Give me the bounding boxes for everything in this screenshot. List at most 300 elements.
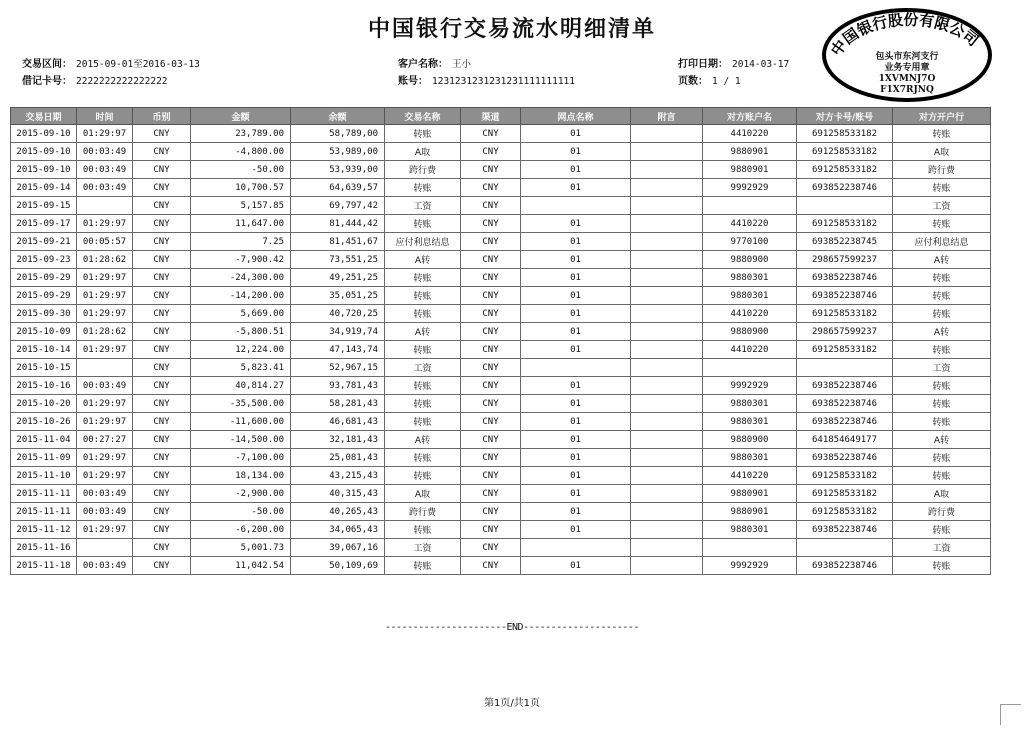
table-cell	[631, 521, 703, 539]
table-cell: 01	[521, 215, 631, 233]
table-cell: 转账	[385, 305, 461, 323]
column-header: 附言	[631, 108, 703, 125]
table-cell: 35,051,25	[291, 287, 385, 305]
table-cell: CNY	[461, 521, 521, 539]
table-cell	[703, 359, 797, 377]
seal-line-2: 业务专用章	[884, 63, 930, 73]
period-value: 2015-09-01至2016-03-13	[76, 59, 200, 70]
column-header: 对方开户行	[893, 108, 991, 125]
table-cell: 34,919,74	[291, 323, 385, 341]
table-cell: 691258533182	[797, 467, 893, 485]
table-row	[11, 359, 991, 377]
table-cell	[631, 143, 703, 161]
table-cell	[631, 233, 703, 251]
table-cell: 01:29:97	[77, 341, 133, 359]
table-cell	[631, 431, 703, 449]
table-cell: 01:29:97	[77, 395, 133, 413]
table-cell: CNY	[133, 503, 191, 521]
customer-value: 王小	[452, 59, 472, 70]
table-row	[11, 521, 991, 539]
table-cell: 9992929	[703, 179, 797, 197]
table-cell: 40,720,25	[291, 305, 385, 323]
table-cell: CNY	[461, 467, 521, 485]
table-cell: 转账	[893, 467, 991, 485]
table-cell	[631, 449, 703, 467]
table-cell: 2015-10-26	[11, 413, 77, 431]
table-cell: CNY	[461, 503, 521, 521]
table-cell	[631, 161, 703, 179]
table-cell: 01:28:62	[77, 323, 133, 341]
column-header: 对方卡号/账号	[797, 108, 893, 125]
table-cell: 43,215,43	[291, 467, 385, 485]
table-cell: A转	[893, 251, 991, 269]
seal-arc-text: 中国银行股份有限公司	[827, 10, 983, 60]
table-cell: A转	[385, 323, 461, 341]
table-cell: 01	[521, 431, 631, 449]
table-cell: CNY	[461, 233, 521, 251]
table-cell: 64,639,57	[291, 179, 385, 197]
table-cell: 应付利息结息	[893, 233, 991, 251]
table-cell: -14,500.00	[191, 431, 291, 449]
table-cell: 2015-09-29	[11, 287, 77, 305]
table-cell: 01	[521, 341, 631, 359]
table-cell: 691258533182	[797, 485, 893, 503]
table-cell: 转账	[893, 413, 991, 431]
table-cell: 01	[521, 251, 631, 269]
column-header: 金额	[191, 108, 291, 125]
table-row	[11, 341, 991, 359]
table-cell: CNY	[461, 305, 521, 323]
table-cell: 693852238746	[797, 521, 893, 539]
table-cell: CNY	[461, 431, 521, 449]
table-cell: 10,700.57	[191, 179, 291, 197]
print-date-row	[678, 55, 789, 70]
table-cell: 2015-09-10	[11, 125, 77, 143]
table-cell: 53,939,00	[291, 161, 385, 179]
table-cell	[797, 359, 893, 377]
table-row	[11, 503, 991, 521]
table-cell: 32,181,43	[291, 431, 385, 449]
table-row	[11, 233, 991, 251]
table-cell: 9880900	[703, 323, 797, 341]
table-cell: 00:03:49	[77, 503, 133, 521]
table-cell: -11,600.00	[191, 413, 291, 431]
page-count-label: 页数：	[678, 76, 708, 87]
table-cell: CNY	[133, 359, 191, 377]
table-cell: CNY	[461, 251, 521, 269]
table-cell: 693852238746	[797, 377, 893, 395]
table-cell: 转账	[385, 557, 461, 575]
table-cell: CNY	[133, 179, 191, 197]
table-cell: 2015-09-17	[11, 215, 77, 233]
table-cell	[631, 395, 703, 413]
column-header: 交易名称	[385, 108, 461, 125]
table-cell: 691258533182	[797, 341, 893, 359]
table-cell: -35,500.00	[191, 395, 291, 413]
table-cell: 2015-09-10	[11, 143, 77, 161]
table-cell: 工资	[385, 539, 461, 557]
table-cell: 工资	[385, 359, 461, 377]
table-cell	[521, 197, 631, 215]
table-cell: 693852238746	[797, 449, 893, 467]
table-cell: 转账	[893, 395, 991, 413]
table-cell: CNY	[133, 197, 191, 215]
account-value: 1231231231231231111111111	[432, 76, 575, 87]
table-cell	[631, 467, 703, 485]
table-cell: 工资	[893, 197, 991, 215]
table-cell: 转账	[385, 341, 461, 359]
table-cell: CNY	[133, 305, 191, 323]
table-cell: 40,265,43	[291, 503, 385, 521]
table-cell: CNY	[461, 125, 521, 143]
table-cell: 298657599237	[797, 323, 893, 341]
table-cell: 9880301	[703, 413, 797, 431]
table-cell: 01:29:97	[77, 215, 133, 233]
table-cell: 9880901	[703, 503, 797, 521]
table-cell	[631, 215, 703, 233]
table-row	[11, 485, 991, 503]
table-cell: CNY	[461, 161, 521, 179]
table-cell: 00:03:49	[77, 161, 133, 179]
table-cell: 7.25	[191, 233, 291, 251]
table-cell: 9880900	[703, 431, 797, 449]
table-cell: CNY	[133, 449, 191, 467]
table-cell	[631, 503, 703, 521]
print-date-value: 2014-03-17	[732, 59, 790, 70]
table-cell: 691258533182	[797, 503, 893, 521]
table-cell	[703, 197, 797, 215]
table-cell: -4,800.00	[191, 143, 291, 161]
table-cell	[631, 323, 703, 341]
account-label: 账号：	[398, 76, 428, 87]
table-cell: 转账	[893, 377, 991, 395]
table-cell: 2015-11-09	[11, 449, 77, 467]
card-row	[22, 72, 168, 87]
table-cell: 转账	[893, 521, 991, 539]
table-cell: 34,065,43	[291, 521, 385, 539]
table-cell: 81,444,42	[291, 215, 385, 233]
table-cell: -5,800.51	[191, 323, 291, 341]
table-cell: 2015-10-15	[11, 359, 77, 377]
table-row	[11, 269, 991, 287]
table-cell: 4410220	[703, 215, 797, 233]
column-header: 交易日期	[11, 108, 77, 125]
table-cell: 转账	[385, 179, 461, 197]
page-number: 第1页/共1页	[483, 698, 541, 709]
table-cell: 52,967,15	[291, 359, 385, 377]
table-cell: 18,134.00	[191, 467, 291, 485]
table-cell: 9770100	[703, 233, 797, 251]
table-cell: 4410220	[703, 305, 797, 323]
period-row	[22, 55, 200, 70]
print-date-label: 打印日期：	[678, 59, 728, 70]
table-cell: -7,100.00	[191, 449, 291, 467]
table-header-row	[11, 108, 991, 125]
table-cell	[631, 359, 703, 377]
seal-line-1: 包头市东河支行	[875, 52, 939, 62]
table-cell: 01:29:97	[77, 521, 133, 539]
bank-seal-stamp	[822, 8, 992, 102]
table-cell: 01	[521, 413, 631, 431]
table-cell: 01:29:97	[77, 413, 133, 431]
table-cell: 5,001.73	[191, 539, 291, 557]
table-cell	[631, 179, 703, 197]
table-cell	[797, 539, 893, 557]
table-cell: 转账	[893, 341, 991, 359]
table-cell: 23,789.00	[191, 125, 291, 143]
table-cell: 跨行费	[385, 161, 461, 179]
table-cell: 693852238746	[797, 395, 893, 413]
table-cell: 00:03:49	[77, 557, 133, 575]
table-cell: CNY	[461, 485, 521, 503]
table-cell: 298657599237	[797, 251, 893, 269]
table-cell: 2015-09-15	[11, 197, 77, 215]
table-row	[11, 215, 991, 233]
table-cell: 9880301	[703, 269, 797, 287]
table-cell	[77, 359, 133, 377]
table-row	[11, 125, 991, 143]
table-cell: CNY	[461, 359, 521, 377]
table-cell: CNY	[133, 125, 191, 143]
table-cell: 2015-11-10	[11, 467, 77, 485]
table-cell: 跨行费	[893, 161, 991, 179]
table-cell: 01	[521, 521, 631, 539]
table-cell: 01	[521, 305, 631, 323]
table-row	[11, 305, 991, 323]
table-cell: 01:29:97	[77, 125, 133, 143]
table-cell: 691258533182	[797, 125, 893, 143]
table-cell: 工资	[893, 539, 991, 557]
table-cell: 693852238745	[797, 233, 893, 251]
table-cell: 2015-11-12	[11, 521, 77, 539]
table-cell: 工资	[385, 197, 461, 215]
table-cell: CNY	[461, 557, 521, 575]
table-cell: 01	[521, 179, 631, 197]
seal-line-3: 1XVMNJ7O	[878, 74, 936, 84]
table-cell: CNY	[461, 197, 521, 215]
table-cell: 641854649177	[797, 431, 893, 449]
end-marker: ----------------------END---------------------	[385, 622, 639, 633]
table-cell: 4410220	[703, 125, 797, 143]
table-cell: 01:29:97	[77, 467, 133, 485]
table-cell: 01	[521, 377, 631, 395]
table-cell: 2015-11-11	[11, 503, 77, 521]
transaction-table	[10, 107, 991, 575]
table-cell: 693852238746	[797, 179, 893, 197]
table-cell: CNY	[133, 269, 191, 287]
table-cell: CNY	[461, 323, 521, 341]
table-cell: 跨行费	[893, 503, 991, 521]
table-cell: 转账	[385, 125, 461, 143]
table-cell: 2015-10-20	[11, 395, 77, 413]
table-cell: 58,789,00	[291, 125, 385, 143]
table-cell: 5,669.00	[191, 305, 291, 323]
table-row	[11, 449, 991, 467]
table-cell	[631, 557, 703, 575]
table-cell: CNY	[461, 179, 521, 197]
column-header: 渠道	[461, 108, 521, 125]
table-row	[11, 143, 991, 161]
table-cell: CNY	[133, 341, 191, 359]
table-cell: CNY	[133, 215, 191, 233]
table-cell: 693852238746	[797, 269, 893, 287]
table-cell: CNY	[461, 143, 521, 161]
table-cell	[631, 197, 703, 215]
table-cell: -24,300.00	[191, 269, 291, 287]
account-row	[398, 72, 575, 87]
table-cell: CNY	[133, 251, 191, 269]
table-body	[11, 125, 991, 575]
table-cell: 转账	[385, 377, 461, 395]
table-cell: 00:27:27	[77, 431, 133, 449]
table-row	[11, 539, 991, 557]
table-cell: 12,224.00	[191, 341, 291, 359]
table-cell: 01	[521, 323, 631, 341]
column-header: 币别	[133, 108, 191, 125]
table-cell: 9880301	[703, 521, 797, 539]
table-cell: 00:03:49	[77, 377, 133, 395]
table-cell: 691258533182	[797, 143, 893, 161]
table-cell: 2015-09-14	[11, 179, 77, 197]
table-cell: 691258533182	[797, 161, 893, 179]
table-cell: 01	[521, 143, 631, 161]
table-cell: CNY	[461, 395, 521, 413]
table-cell: 693852238746	[797, 557, 893, 575]
table-cell: 01	[521, 503, 631, 521]
table-cell: 转账	[385, 395, 461, 413]
table-cell	[631, 341, 703, 359]
table-cell: 11,042.54	[191, 557, 291, 575]
table-cell: 69,797,42	[291, 197, 385, 215]
table-cell: CNY	[133, 233, 191, 251]
table-cell: 转账	[893, 125, 991, 143]
table-cell: 2015-10-16	[11, 377, 77, 395]
table-cell	[631, 305, 703, 323]
table-cell: 01	[521, 125, 631, 143]
table-cell: 40,814.27	[191, 377, 291, 395]
table-cell	[77, 539, 133, 557]
table-cell	[631, 287, 703, 305]
table-cell: 5,823.41	[191, 359, 291, 377]
table-cell	[703, 539, 797, 557]
table-cell: 01:29:97	[77, 449, 133, 467]
table-row	[11, 197, 991, 215]
table-cell: CNY	[133, 485, 191, 503]
table-row	[11, 467, 991, 485]
table-cell: -2,900.00	[191, 485, 291, 503]
table-cell: 转账	[893, 305, 991, 323]
table-cell: 2015-09-21	[11, 233, 77, 251]
table-cell: A转	[385, 431, 461, 449]
table-cell: A取	[893, 485, 991, 503]
table-cell: A转	[893, 323, 991, 341]
document-title: 中国银行交易流水明细清单	[367, 16, 656, 42]
table-cell: 47,143,74	[291, 341, 385, 359]
table-cell: -14,200.00	[191, 287, 291, 305]
table-cell: 转账	[893, 269, 991, 287]
table-cell: 691258533182	[797, 215, 893, 233]
table-cell: 73,551,25	[291, 251, 385, 269]
table-cell: 11,647.00	[191, 215, 291, 233]
table-cell	[631, 485, 703, 503]
table-cell: CNY	[461, 215, 521, 233]
table-cell: 9880301	[703, 395, 797, 413]
page-count-value: 1 / 1	[712, 76, 741, 87]
table-cell: 01	[521, 287, 631, 305]
table-cell: 9880901	[703, 161, 797, 179]
table-cell: 5,157.85	[191, 197, 291, 215]
table-cell: 转账	[385, 467, 461, 485]
table-row	[11, 557, 991, 575]
table-cell: 9880901	[703, 143, 797, 161]
table-cell: 01	[521, 485, 631, 503]
column-header: 时间	[77, 108, 133, 125]
table-cell: CNY	[133, 467, 191, 485]
table-cell: 01	[521, 233, 631, 251]
table-cell: 4410220	[703, 467, 797, 485]
table-cell: -50.00	[191, 161, 291, 179]
table-cell: 2015-11-16	[11, 539, 77, 557]
table-cell: 2015-10-14	[11, 341, 77, 359]
table-cell: A转	[893, 431, 991, 449]
table-cell: 00:03:49	[77, 143, 133, 161]
period-label: 交易区间：	[22, 59, 72, 70]
table-row	[11, 287, 991, 305]
table-cell: 9992929	[703, 377, 797, 395]
customer-label: 客户名称：	[398, 59, 448, 70]
table-cell: CNY	[133, 377, 191, 395]
table-cell: -7,900.42	[191, 251, 291, 269]
table-cell: 693852238746	[797, 413, 893, 431]
table-cell: 2015-11-11	[11, 485, 77, 503]
table-cell: 转账	[893, 215, 991, 233]
table-cell	[631, 413, 703, 431]
table-cell: CNY	[461, 413, 521, 431]
table-cell: 转账	[385, 215, 461, 233]
table-cell: 9880901	[703, 485, 797, 503]
table-cell: CNY	[461, 449, 521, 467]
table-cell: 40,315,43	[291, 485, 385, 503]
table-row	[11, 251, 991, 269]
table-cell: 01	[521, 557, 631, 575]
table-cell: CNY	[461, 539, 521, 557]
table-cell: 01	[521, 269, 631, 287]
table-cell: 转账	[385, 521, 461, 539]
table-cell: 转账	[385, 413, 461, 431]
table-cell: -50.00	[191, 503, 291, 521]
table-cell: CNY	[133, 521, 191, 539]
table-cell	[631, 125, 703, 143]
seal-line-4: F1X7RJNQ	[880, 85, 934, 95]
table-cell: 应付利息结息	[385, 233, 461, 251]
table-cell: 转账	[385, 449, 461, 467]
table-cell: 46,681,43	[291, 413, 385, 431]
table-row	[11, 161, 991, 179]
table-cell: 2015-09-10	[11, 161, 77, 179]
table-cell: CNY	[461, 287, 521, 305]
table-cell: 01:29:97	[77, 269, 133, 287]
table-cell: 01:29:97	[77, 305, 133, 323]
table-cell: 39,067,16	[291, 539, 385, 557]
table-cell: 2015-09-30	[11, 305, 77, 323]
table-cell: 2015-09-29	[11, 269, 77, 287]
column-header: 余额	[291, 108, 385, 125]
table-cell: 01	[521, 449, 631, 467]
table-cell: A转	[385, 251, 461, 269]
table-cell: CNY	[133, 323, 191, 341]
table-row	[11, 413, 991, 431]
card-value: 2222222222222222	[76, 76, 168, 87]
